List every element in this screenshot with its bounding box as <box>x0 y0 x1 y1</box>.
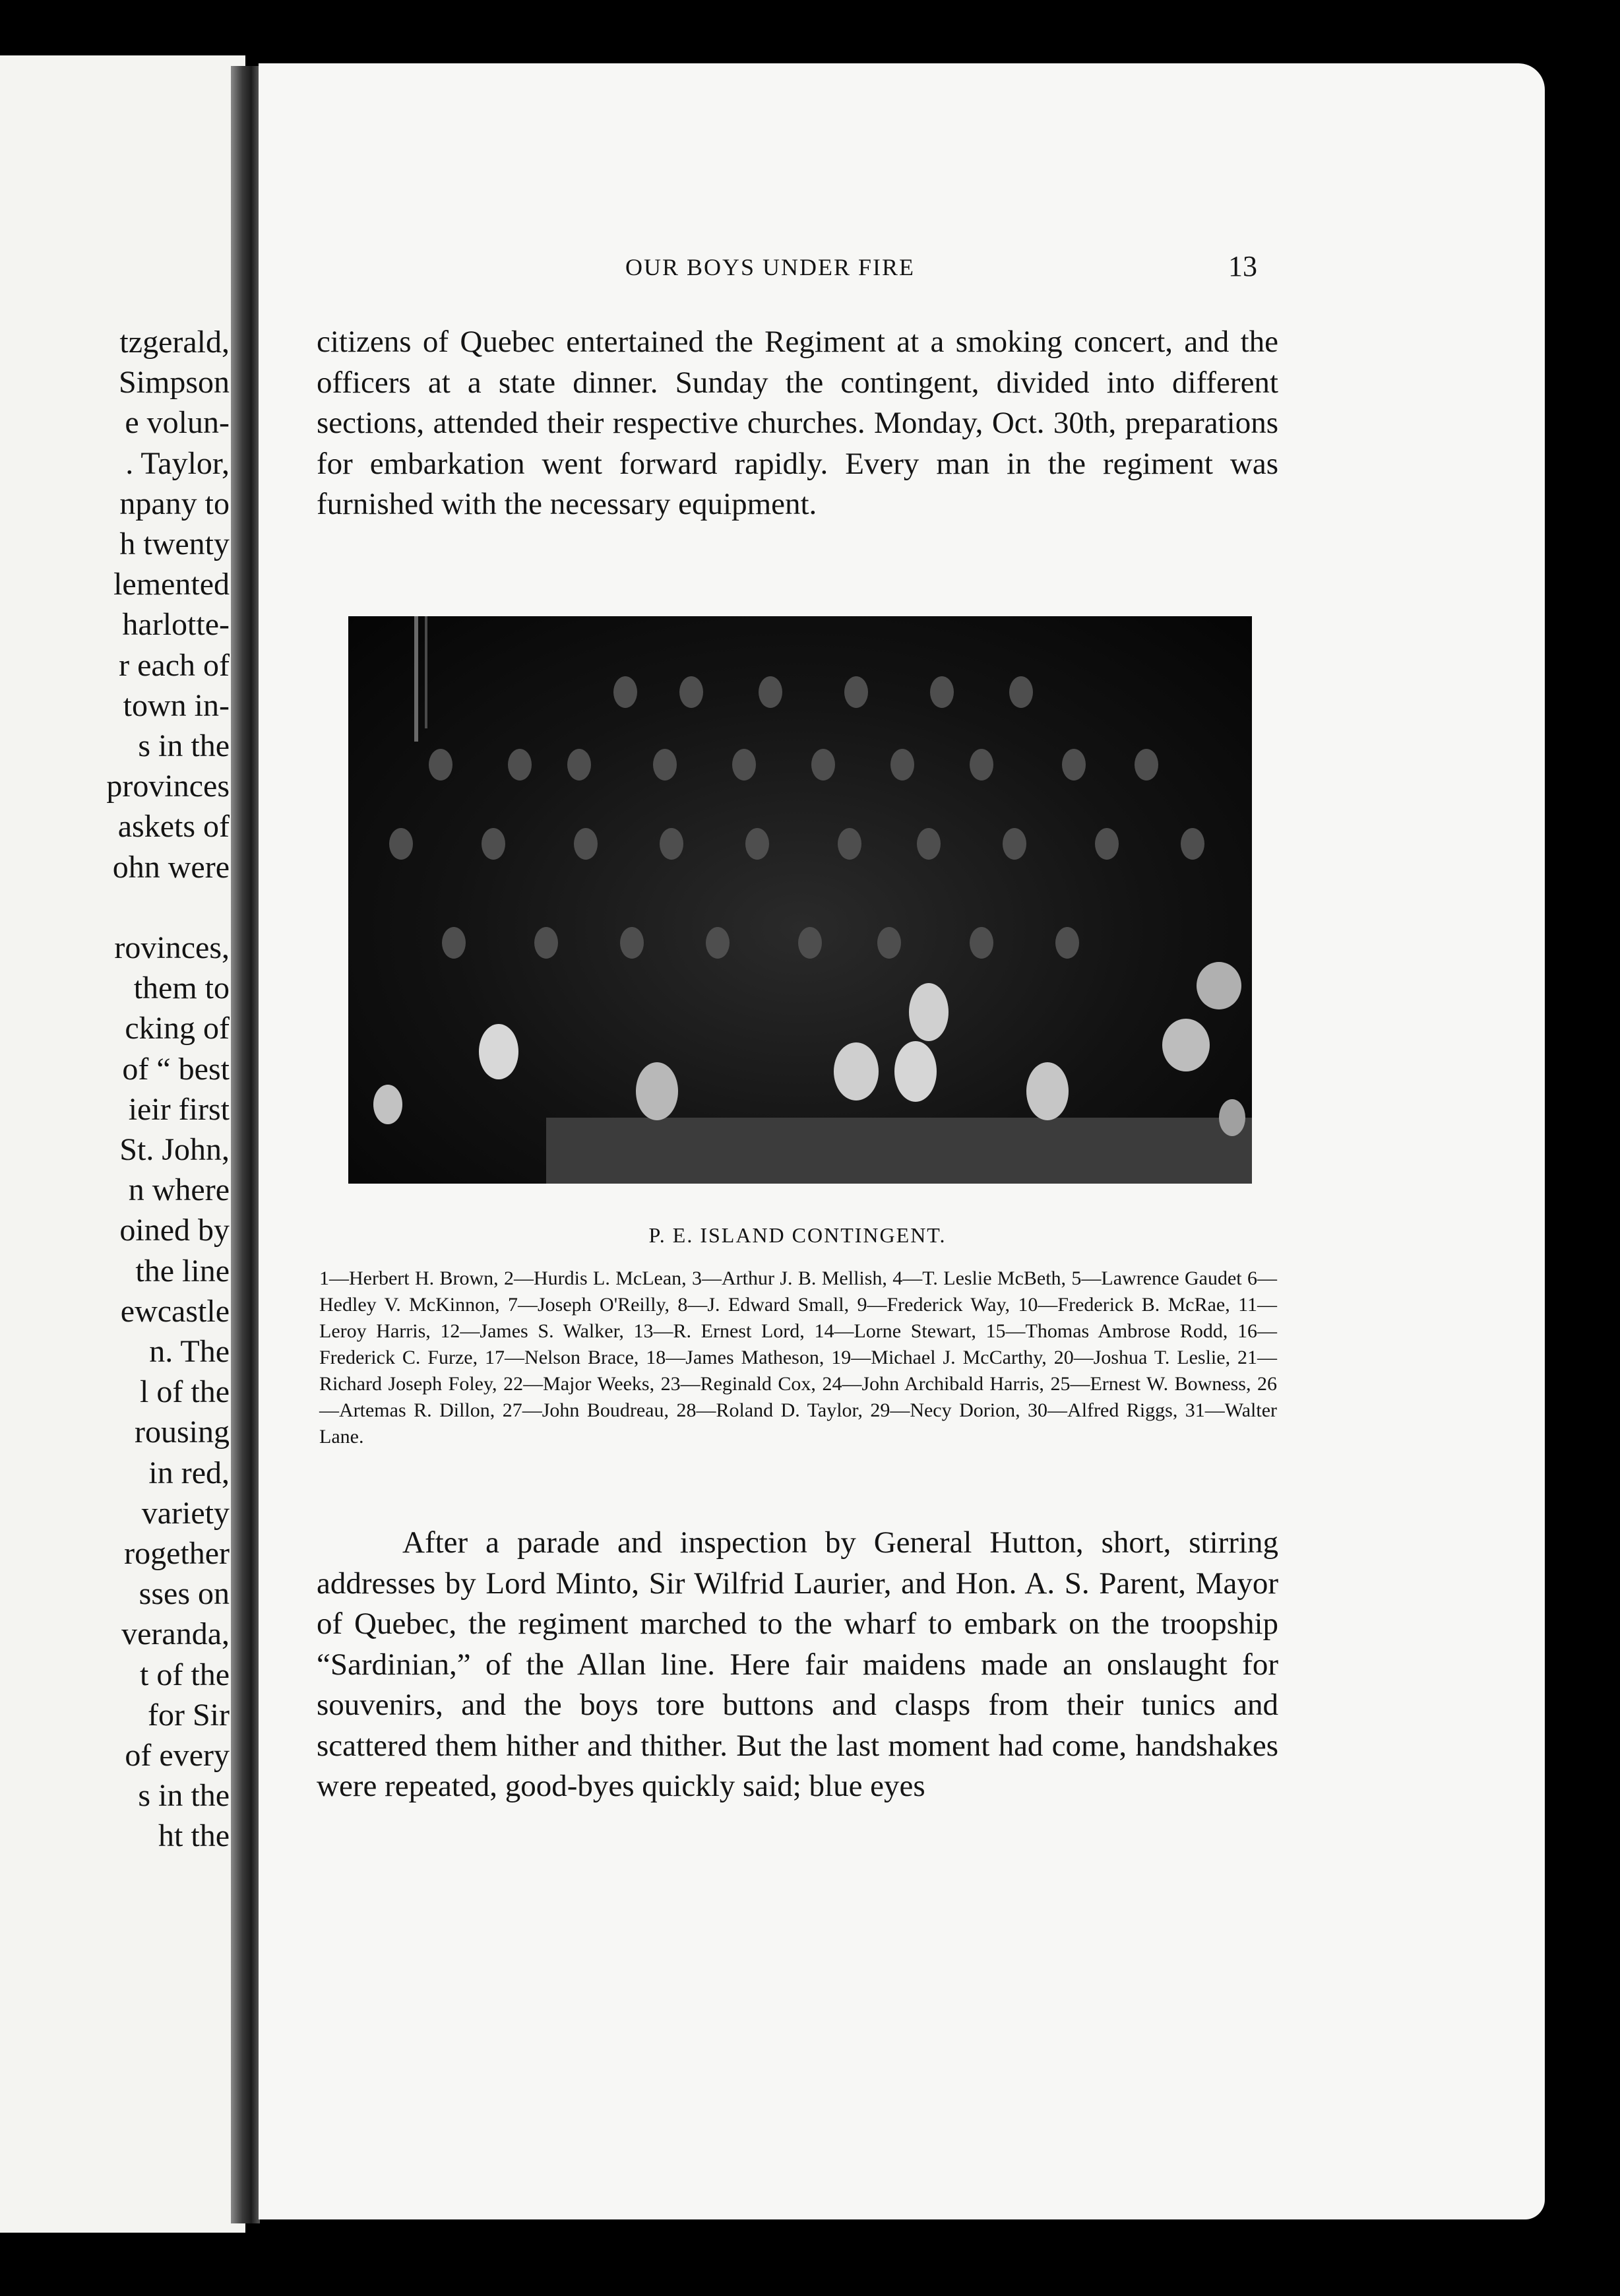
left-page-text-fragment: harlotte- <box>122 607 230 643</box>
photo-face <box>567 749 591 781</box>
body-paragraph-1: citizens of Quebec entertained the Regiment at a smoking concert, and the officers at a state dinner. Sunday the contingent, divided into different sections, attended their respective churches. Monday, Oct. 30th, preparations for embarkation went forward rapidly. Every man in the regiment was furnished with the necessary equipment. <box>317 325 1278 521</box>
photo-face <box>1062 749 1086 781</box>
photo-face <box>917 828 941 860</box>
left-page-text-fragment: lemented <box>113 567 230 602</box>
book-page <box>259 63 1545 2219</box>
left-page-text-fragment: . Taylor, <box>125 445 230 481</box>
contingent-group-photo <box>348 616 1252 1184</box>
left-page-text-fragment: e volun- <box>125 405 230 441</box>
photo-face <box>838 828 861 860</box>
left-page-text-fragment: tzgerald, <box>119 325 230 360</box>
photo-face <box>930 676 954 708</box>
photo-face <box>653 749 677 781</box>
left-page-text-fragment: St. John, <box>119 1132 230 1167</box>
book-gutter <box>231 66 260 2223</box>
left-page-text-fragment: rovinces, <box>114 930 230 965</box>
photo-face <box>1095 828 1119 860</box>
left-page-text-fragment: Simpson <box>118 365 230 400</box>
left-page-text-fragment: sses on <box>139 1576 230 1612</box>
left-page-text-fragment: s in the <box>138 728 230 763</box>
photo-face <box>877 927 901 959</box>
left-page-text-fragment: in red, <box>148 1455 230 1490</box>
left-page-text-fragment: t of the <box>140 1657 230 1692</box>
photo-face <box>732 749 756 781</box>
photo-face <box>1135 749 1158 781</box>
photo-face <box>442 927 466 959</box>
photo-face <box>679 676 703 708</box>
left-page-text-fragment: cking of <box>125 1011 230 1046</box>
group-photo-graphic <box>348 616 1252 1184</box>
photo-face <box>389 828 413 860</box>
photo-face <box>1055 927 1079 959</box>
left-page-text-fragment: provinces <box>106 769 230 804</box>
page-number: 13 <box>1228 250 1257 282</box>
left-page-text-fragment: of “ best <box>122 1051 230 1087</box>
photo-caption: P. E. ISLAND CONTINGENT. <box>648 1223 947 1247</box>
photo-face <box>1009 676 1033 708</box>
left-page-text-fragment: ewcastle <box>120 1293 230 1329</box>
left-page-text-fragment: veranda, <box>121 1616 230 1652</box>
left-page-text-fragment: rogether <box>124 1536 230 1571</box>
photo-names-list: 1—Herbert H. Brown, 2—Hurdis L. McLean, 3—Arthur J. B. Mellish, 4—T. Leslie McBeth, 5—Lawrence Gaudet 6—Hedley V. McKinnon, 7—Joseph O'Reilly, 8—J. Edward Small, 9—Frederick Way, 10—Frederick B. McRae, 11—Leroy Harris, 12—James S. Walker, 13—R. Ernest Lord, 14—Lorne Stewart, 15—Thomas Ambrose Rodd, 16—Frederick C. Furze, 17—Nelson Brace, 18—James Matheson, 19—Michael J. McCarthy, 20—Joshua T. Leslie, 21—Richard Joseph Foley, 22—Major Weeks, 23—Reginald Cox, 24—John Archibald Harris, 25—Ernest W. Bowness, 26—Artemas R. Dillon, 27—John Boudreau, 28—Roland D. Taylor, 29—Necy Dorion, 30—Alfred Riggs, 31—Walter Lane. <box>319 1267 1277 1448</box>
photo-face <box>745 828 769 860</box>
photo-face <box>620 927 644 959</box>
left-page-text-fragment: the line <box>135 1253 230 1289</box>
left-page-text-fragment: ohn were <box>112 849 230 885</box>
left-page-text-fragment: oined by <box>119 1213 230 1248</box>
photo-face <box>759 676 782 708</box>
photo-face <box>534 927 558 959</box>
photo-face <box>970 749 993 781</box>
previous-page-strip <box>0 55 245 2233</box>
left-page-text-fragment: n where <box>128 1172 230 1208</box>
left-page-text-fragment: town in- <box>123 687 230 723</box>
left-page-text-fragment: them to <box>133 971 230 1006</box>
photo-face <box>844 676 868 708</box>
photo-face <box>482 828 505 860</box>
left-page-text-fragment: ieir first <box>128 1091 230 1127</box>
left-page-text-fragment: ht the <box>158 1818 230 1854</box>
left-page-text-fragment: askets of <box>117 809 230 845</box>
photo-face <box>508 749 532 781</box>
photo-face <box>798 927 822 959</box>
left-page-text-fragment: n. The <box>149 1334 230 1369</box>
left-page-text-fragment: npany to <box>119 486 230 521</box>
photo-face <box>970 927 993 959</box>
photo-face <box>1181 828 1204 860</box>
photo-face <box>574 828 598 860</box>
body-paragraph-2: After a parade and inspection by General Hutton, short, stirring addresses by Lord Minto, Sir Wilfrid Laurier, and Hon. A. S. Parent, Mayor of Quebec, the regiment marched to the wharf to embark on the troopship “Sardinian,” of the Allan line. Here fair maidens made an onslaught for souvenirs, and the boys tore buttons and clasps from their tunics and scattered them hither and thither. But the last moment had come, handshakes were repeated, good-byes quickly said; blue eyes <box>317 1525 1278 1803</box>
photo-face <box>1003 828 1026 860</box>
left-page-text-fragment: variety <box>141 1495 230 1531</box>
left-page-text-fragment: h twenty <box>119 526 230 561</box>
left-page-text-fragment: rousing <box>135 1415 230 1450</box>
left-page-text-fragment: s in the <box>138 1778 230 1814</box>
photo-face <box>613 676 637 708</box>
left-page-text-fragment: for Sir <box>148 1697 230 1733</box>
left-page-text-fragment: r each of <box>119 647 230 683</box>
photo-face <box>890 749 914 781</box>
running-head: OUR BOYS UNDER FIRE <box>625 254 916 280</box>
photo-face <box>811 749 835 781</box>
left-page-text-fragment: l of the <box>140 1374 230 1410</box>
left-page-text-fragment: of every <box>125 1738 230 1773</box>
photo-face <box>660 828 683 860</box>
photo-face <box>429 749 452 781</box>
photo-face <box>706 927 730 959</box>
